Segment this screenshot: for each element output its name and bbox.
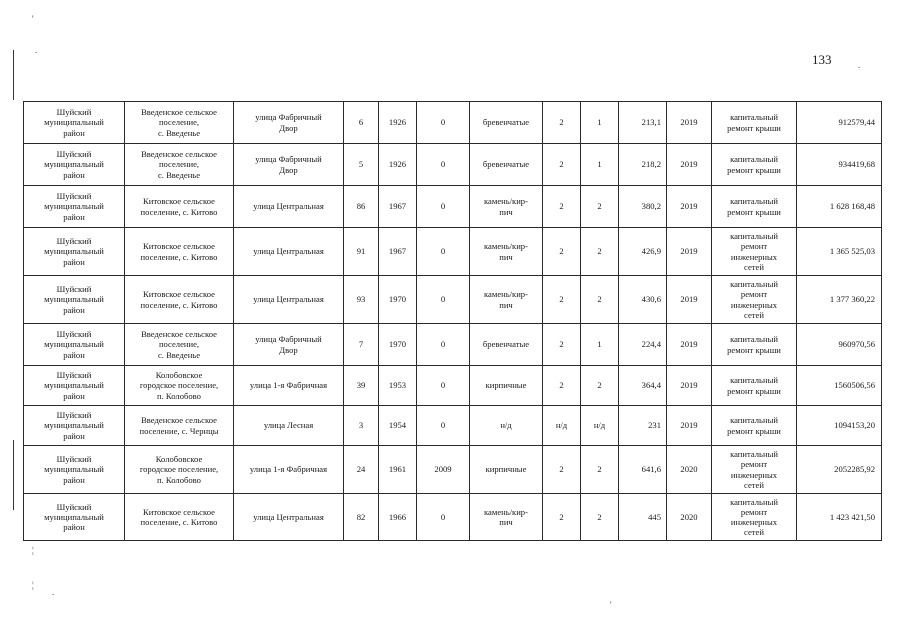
street-cell: улица Фабричный Двор [234,102,344,144]
wall-material-cell: бревенчатые [470,144,543,186]
street-cell: улица Центральная [234,276,344,324]
table-row [24,366,882,406]
district-cell: Шуйский муниципальный район [24,406,125,446]
settlement-cell: Китовское сельское поселение, с. Китово [125,228,234,276]
plan-year-cell: 2019 [667,102,712,144]
settlement-cell: Колобовское городское поселение, п. Колобово [125,366,234,406]
entrances-cell: 2 [581,276,619,324]
year-renovated-cell: 0 [417,228,470,276]
house-number-cell: 82 [344,494,379,541]
wall-material-cell: камень/кир- пич [470,186,543,228]
scan-speck: ¦ [32,580,34,590]
year-built-cell: 1954 [379,406,417,446]
cost-cell: 1 365 525,03 [797,228,882,276]
area-cell: 218,2 [619,144,667,186]
year-renovated-cell: 0 [417,366,470,406]
area-cell: 430,6 [619,276,667,324]
year-built-cell: 1926 [379,102,417,144]
cost-cell: 1 423 421,50 [797,494,882,541]
area-cell: 224,4 [619,324,667,366]
district-cell: Шуйский муниципальный район [24,446,125,494]
entrances-cell: 1 [581,102,619,144]
wall-material-cell: кирпичные [470,446,543,494]
floors-cell: 2 [543,446,581,494]
district-cell: Шуйский муниципальный район [24,102,125,144]
table-row [24,324,882,366]
year-renovated-cell: 0 [417,102,470,144]
table-row [24,406,882,446]
year-built-cell: 1961 [379,446,417,494]
street-cell: улица Лесная [234,406,344,446]
area-cell: 213,1 [619,102,667,144]
district-cell: Шуйский муниципальный район [24,494,125,541]
house-number-cell: 7 [344,324,379,366]
year-renovated-cell: 0 [417,406,470,446]
floors-cell: 2 [543,144,581,186]
work-type-cell: капитальный ремонт инженерных сетей [712,446,797,494]
work-type-cell: капитальный ремонт крыши [712,186,797,228]
settlement-cell: Введенское сельское поселение, с. Введенье [125,324,234,366]
plan-year-cell: 2020 [667,494,712,541]
scan-speck: ' [610,600,612,610]
district-cell: Шуйский муниципальный район [24,144,125,186]
table-body [24,102,882,541]
work-type-cell: капитальный ремонт крыши [712,144,797,186]
area-cell: 445 [619,494,667,541]
street-cell: улица 1-я Фабричная [234,446,344,494]
page-number: 133 [812,52,832,67]
district-cell: Шуйский муниципальный район [24,324,125,366]
work-type-cell: капитальный ремонт инженерных сетей [712,494,797,541]
plan-year-cell: 2019 [667,276,712,324]
table-row [24,494,882,541]
floors-cell: 2 [543,366,581,406]
house-number-cell: 3 [344,406,379,446]
scan-speck: ' [32,14,34,24]
work-type-cell: капитальный ремонт инженерных сетей [712,228,797,276]
scan-edge-mark [13,50,14,100]
settlement-cell: Введенское сельское поселение, с. Чернцы [125,406,234,446]
cost-cell: 2052285,92 [797,446,882,494]
street-cell: улица Центральная [234,228,344,276]
cost-cell: 1 377 360,22 [797,276,882,324]
work-type-cell: капитальный ремонт крыши [712,366,797,406]
plan-year-cell: 2019 [667,366,712,406]
house-number-cell: 93 [344,276,379,324]
cost-cell: 1094153,20 [797,406,882,446]
area-cell: 231 [619,406,667,446]
street-cell: улица Центральная [234,186,344,228]
table-row [24,102,882,144]
year-renovated-cell: 0 [417,324,470,366]
year-renovated-cell: 0 [417,494,470,541]
plan-year-cell: 2020 [667,446,712,494]
entrances-cell: 1 [581,324,619,366]
scan-speck: . [52,587,55,597]
work-type-cell: капитальный ремонт крыши [712,102,797,144]
settlement-cell: Введенское сельское поселение, с. Введенье [125,144,234,186]
cost-cell: 934419,68 [797,144,882,186]
table-row [24,186,882,228]
floors-cell: 2 [543,494,581,541]
floors-cell: 2 [543,102,581,144]
cost-cell: 912579,44 [797,102,882,144]
wall-material-cell: кирпичные [470,366,543,406]
wall-material-cell: н/д [470,406,543,446]
plan-year-cell: 2019 [667,228,712,276]
year-built-cell: 1926 [379,144,417,186]
work-type-cell: капитальный ремонт крыши [712,324,797,366]
street-cell: улица Фабричный Двор [234,324,344,366]
area-cell: 380,2 [619,186,667,228]
year-built-cell: 1966 [379,494,417,541]
entrances-cell: 2 [581,366,619,406]
table-row [24,144,882,186]
entrances-cell: 2 [581,446,619,494]
wall-material-cell: камень/кир- пич [470,228,543,276]
year-built-cell: 1967 [379,186,417,228]
settlement-cell: Китовское сельское поселение, с. Китово [125,276,234,324]
house-number-cell: 5 [344,144,379,186]
scan-speck: ¦ [32,545,34,555]
scan-speck: . [858,60,861,70]
wall-material-cell: бревенчатые [470,102,543,144]
year-built-cell: 1967 [379,228,417,276]
housing-repair-table [23,101,882,541]
street-cell: улица Центральная [234,494,344,541]
plan-year-cell: 2019 [667,144,712,186]
street-cell: улица Фабричный Двор [234,144,344,186]
year-renovated-cell: 0 [417,186,470,228]
table-row [24,446,882,494]
year-renovated-cell: 2009 [417,446,470,494]
district-cell: Шуйский муниципальный район [24,366,125,406]
house-number-cell: 91 [344,228,379,276]
entrances-cell: 2 [581,494,619,541]
district-cell: Шуйский муниципальный район [24,228,125,276]
year-built-cell: 1970 [379,276,417,324]
table-row [24,228,882,276]
area-cell: 364,4 [619,366,667,406]
house-number-cell: 86 [344,186,379,228]
plan-year-cell: 2019 [667,406,712,446]
settlement-cell: Китовское сельское поселение, с. Китово [125,494,234,541]
floors-cell: 2 [543,186,581,228]
house-number-cell: 39 [344,366,379,406]
entrances-cell: 1 [581,144,619,186]
area-cell: 426,9 [619,228,667,276]
house-number-cell: 24 [344,446,379,494]
scan-edge-mark [13,440,14,510]
settlement-cell: Китовское сельское поселение, с. Китово [125,186,234,228]
house-number-cell: 6 [344,102,379,144]
street-cell: улица 1-я Фабричная [234,366,344,406]
cost-cell: 1 628 168,48 [797,186,882,228]
wall-material-cell: бревенчатые [470,324,543,366]
entrances-cell: 2 [581,186,619,228]
year-renovated-cell: 0 [417,276,470,324]
year-built-cell: 1970 [379,324,417,366]
work-type-cell: капитальный ремонт инженерных сетей [712,276,797,324]
entrances-cell: 2 [581,228,619,276]
year-built-cell: 1953 [379,366,417,406]
scan-speck: . [35,45,38,55]
area-cell: 641,6 [619,446,667,494]
floors-cell: 2 [543,228,581,276]
plan-year-cell: 2019 [667,186,712,228]
floors-cell: 2 [543,324,581,366]
floors-cell: н/д [543,406,581,446]
plan-year-cell: 2019 [667,324,712,366]
settlement-cell: Введенское сельское поселение, с. Введенье [125,102,234,144]
floors-cell: 2 [543,276,581,324]
table-row [24,276,882,324]
wall-material-cell: камень/кир- пич [470,494,543,541]
wall-material-cell: камень/кир- пич [470,276,543,324]
district-cell: Шуйский муниципальный район [24,186,125,228]
work-type-cell: капитальный ремонт крыши [712,406,797,446]
cost-cell: 960970,56 [797,324,882,366]
district-cell: Шуйский муниципальный район [24,276,125,324]
year-renovated-cell: 0 [417,144,470,186]
settlement-cell: Колобовское городское поселение, п. Колобово [125,446,234,494]
cost-cell: 1560506,56 [797,366,882,406]
entrances-cell: н/д [581,406,619,446]
